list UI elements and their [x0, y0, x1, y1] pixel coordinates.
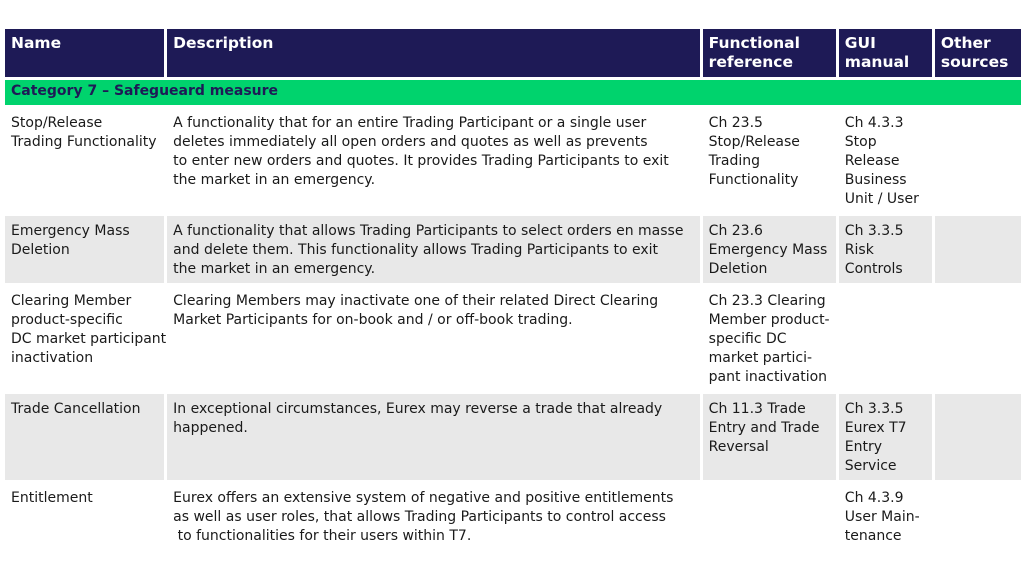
text-line: Ch 4.3.9 — [844, 490, 904, 506]
text-line: Functionality — [708, 172, 799, 188]
header-other-sources — [935, 29, 1021, 77]
text-line: specific DC — [708, 331, 787, 347]
text-line: Ch 23.5 — [708, 115, 763, 131]
text-line: Entry and Trade — [708, 420, 820, 436]
text-line: Service — [844, 458, 897, 474]
text-line: Trading Functionality — [11, 134, 157, 150]
header-gui-manual — [839, 29, 932, 77]
header-row — [5, 29, 1021, 77]
text-line: Deletion — [11, 242, 70, 258]
text-line: Ch 4.3.3 — [844, 115, 904, 131]
text-line: happened. — [173, 420, 248, 436]
text-line: product-specific — [11, 312, 123, 328]
header-name — [5, 29, 164, 77]
table-row — [5, 483, 1021, 550]
text-line: Ch 23.6 — [708, 223, 763, 239]
cell-other-sources — [935, 394, 1021, 480]
text-line: A functionality that allows Trading Participants to select orders en masse — [173, 223, 684, 239]
cell-description — [167, 108, 700, 213]
cell-gui-manual — [839, 394, 932, 480]
text-line: deletes immediately all open orders and quotes as well as prevents — [173, 134, 648, 150]
text-line: Eurex T7 — [844, 420, 907, 436]
text-line: Clearing Members may inactivate one of their related Direct Clearing — [173, 293, 659, 309]
text-line: Stop — [844, 134, 877, 150]
table-row — [5, 394, 1021, 480]
table-row — [5, 108, 1021, 213]
text-line: Trade Cancellation — [11, 401, 141, 417]
header-functional-reference-line-2: reference — [708, 53, 793, 71]
cell-functional-reference — [703, 286, 836, 391]
text-line: Ch 3.3.5 — [844, 401, 904, 417]
text-line: A functionality that for an entire Trading Participant or a single user — [173, 115, 647, 131]
text-line: Ch 23.3 Clearing — [708, 293, 826, 309]
cell-functional-reference — [703, 108, 836, 213]
safeguard-measures-table — [2, 26, 1024, 553]
header-gui-manual-line-1: GUI — [844, 34, 876, 52]
text-line: Release — [844, 153, 900, 169]
category-label: Category 7 – Safegueard measure — [5, 80, 1021, 105]
text-line: market partici- — [708, 350, 813, 366]
text-line: DC market participant — [11, 331, 167, 347]
text-line: Unit / User — [844, 191, 919, 207]
cell-name — [5, 286, 167, 391]
cell-name — [5, 394, 164, 480]
text-line: pant inactivation — [708, 369, 828, 385]
text-line: Business — [844, 172, 907, 188]
text-line: Reversal — [708, 439, 769, 455]
cell-name — [5, 216, 164, 283]
header-other-sources-line-2: sources — [940, 53, 1009, 71]
cell-functional-reference — [703, 394, 836, 480]
text-line: to functionalities for their users within T7. — [173, 528, 472, 544]
cell-name — [5, 108, 164, 213]
text-line: inactivation — [11, 350, 94, 366]
header-name-line: Name — [11, 34, 62, 52]
text-line: the market in an emergency. — [173, 172, 376, 188]
text-line: Market Participants for on-book and / or off-book trading. — [173, 312, 573, 328]
text-line: Emergency Mass — [11, 223, 130, 239]
text-line: In exceptional circumstances, Eurex may reverse a trade that already — [173, 401, 663, 417]
cell-other-sources — [935, 216, 1021, 283]
cell-gui-manual — [839, 483, 932, 550]
header-description — [167, 29, 700, 77]
table-row — [5, 286, 1021, 391]
cell-other-sources — [935, 483, 1021, 550]
text-line: Member product- — [708, 312, 830, 328]
cell-functional-reference — [703, 216, 836, 283]
header-description-line: Description — [173, 34, 274, 52]
text-line: Ch 11.3 Trade — [708, 401, 806, 417]
cell-description — [167, 286, 700, 391]
cell-other-sources — [935, 286, 1021, 391]
table-row — [5, 216, 1021, 283]
text-line: Trading — [708, 153, 761, 169]
cell-gui-manual — [839, 286, 932, 391]
cell-description — [167, 483, 700, 550]
category-row — [5, 80, 1021, 105]
text-line: Stop/Release — [11, 115, 103, 131]
cell-gui-manual — [839, 216, 932, 283]
text-line: tenance — [844, 528, 902, 544]
text-line: Deletion — [708, 261, 768, 277]
text-line: Clearing Member — [11, 293, 132, 309]
header-functional-reference — [703, 29, 836, 77]
text-line: Entry — [844, 439, 883, 455]
text-line: the market in an emergency. — [173, 261, 376, 277]
cell-description — [167, 394, 700, 480]
text-line: Risk — [844, 242, 874, 258]
text-line: Entitlement — [11, 490, 93, 506]
cell-functional-reference — [703, 483, 836, 550]
cell-description — [167, 216, 700, 283]
text-line: Emergency Mass — [708, 242, 828, 258]
text-line: User Main- — [844, 509, 920, 525]
text-line: to enter new orders and quotes. It provides Trading Participants to exit — [173, 153, 669, 169]
text-line: as well as user roles, that allows Trading Participants to control access — [173, 509, 666, 525]
text-line: and delete them. This functionality allows Trading Participants to exit — [173, 242, 659, 258]
text-line: Ch 3.3.5 — [844, 223, 904, 239]
header-functional-reference-line-1: Functional — [708, 34, 800, 52]
cell-gui-manual — [839, 108, 932, 213]
cell-other-sources — [935, 108, 1021, 213]
header-other-sources-line-1: Other — [940, 34, 991, 52]
header-gui-manual-line-2: manual — [844, 53, 910, 71]
text-line: Controls — [844, 261, 903, 277]
cell-name — [5, 483, 164, 550]
text-line: Eurex offers an extensive system of negative and positive entitlements — [173, 490, 674, 506]
text-line: Stop/Release — [708, 134, 800, 150]
